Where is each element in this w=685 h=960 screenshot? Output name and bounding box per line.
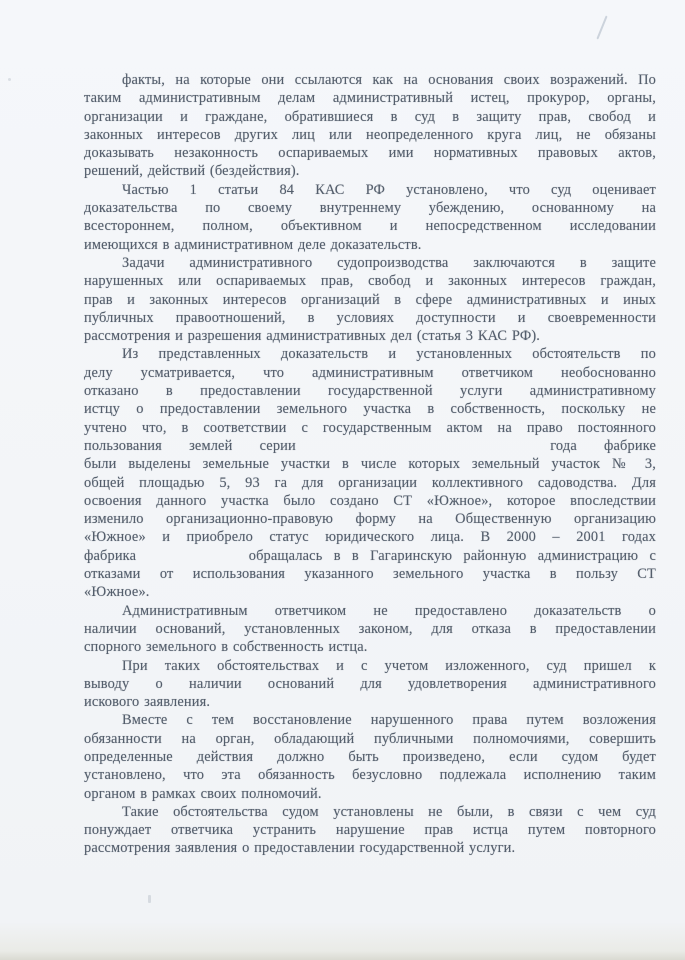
text-line: Вместе с тем восстановление нарушенного права путем возложения [122,712,656,729]
text-line: Такие обстоятельства судом установлены не были, в связи с чем суд [122,803,656,820]
text-line: «Южное». [84,584,150,601]
text-line: освоения данного участка было создано СТ «Южное», которое впоследствии [84,492,656,509]
text-line: Задачи административного судопроизводства заключаются в защите [122,254,656,271]
paragraph [84,657,656,712]
paragraph [84,711,656,802]
paragraph [84,71,656,181]
paragraph [84,345,656,601]
text-line: Из представленных доказательств и установленных обстоятельств по [122,346,656,363]
paragraph [84,602,656,657]
text-line: отказами от использования указанного земельного участка в пользу СТ [84,566,656,583]
text-line [84,437,656,455]
text-line: учтено что, в соответствии с государственным актом на право постоянного [84,419,656,436]
text-line: решений, действий (бездействия). [84,163,300,180]
text-segment: пользования землей серии [84,437,296,454]
ink-smudge [148,895,151,903]
text-line: наличии оснований, установленных законом, для отказа в предоставлении [84,620,656,637]
paragraph [84,803,656,858]
text-line: таким административным делам административный истец, прокурор, органы, [84,90,656,107]
text-line: искового заявления. [84,694,211,711]
text-line: всестороннем, полном, объективном и непосредственном исследовании [84,218,656,235]
text-line [84,547,656,565]
text-line: изменило организационно-правовую форму на Общественную организацию [84,511,656,528]
text-line: спорного земельного в собственность истца. [84,639,368,656]
text-line: рассмотрения заявления о предоставлении государственной услуги. [84,840,516,857]
text-line: выводу о наличии оснований для удовлетворения административного [84,675,656,692]
text-line: публичных правоотношений, в условиях доступности и своевременности [84,309,656,326]
text-line: Частью 1 статьи 84 КАС РФ установлено, что суд оценивает [122,181,656,198]
paragraph [84,181,656,254]
scan-edge-shadow [0,951,685,960]
pen-stroke-icon [596,16,607,40]
text-segment: фабрика [84,547,137,564]
text-line: отказано в предоставлении государственной услуги административному [84,383,656,400]
paragraph [84,254,656,345]
text-line: общей площадью 5, 93 га для организации коллективного садоводства. Для [84,474,656,491]
text-line: законных интересов других лиц или неопределенного круга лиц, не обязаны [84,126,656,143]
document-text [84,71,656,858]
text-line: делу усматривается, что административным ответчиком необоснованно [84,364,656,381]
redacted-gap [147,559,237,560]
text-line: органом в рамках своих полномочий. [84,785,322,802]
text-line: нарушенных или оспариваемых прав, свобод и законных интересов граждан, [84,273,656,290]
text-line: доказывать незаконность оспариваемых ими нормативных правовых актов, [84,145,656,162]
text-line: рассмотрения и разрешения административных дел (статья 3 КАС РФ). [84,328,541,345]
text-line: понуждает ответчика устранить нарушение прав истца путем повторного [84,822,656,839]
text-line: определенные действия должно быть произведено, если судом будет [84,748,656,765]
text-line: были выделены земельные участки в числе которых земельный участок № 3, [84,456,656,473]
text-line: Административным ответчиком не предоставлено доказательств о [122,602,656,619]
text-line: истцу о предоставлении земельного участка в собственность, поскольку не [84,401,656,418]
text-line: установлено, что эта обязанность безусловно подлежала исполнению таким [84,767,656,784]
text-segment: обращалась в в Гагаринскую районную администрацию с [248,547,656,564]
text-line: обязанности на орган, обладающий публичными полномочиями, совершить [84,730,656,747]
scan-speck [8,78,11,81]
text-line: При таких обстоятельствах и с учетом изложенного, суд пришел к [122,657,656,674]
text-line: факты, на которые они ссылаются как на основания своих возражений. По [122,72,656,88]
redacted-gap [323,449,523,450]
text-line: организации и граждане, обратившиеся в суд в защиту прав, свобод и [84,108,656,125]
text-line: «Южное» и приобрело статус юридического лица. В 2000 – 2001 годах [84,529,656,546]
text-line: имеющихся в административном деле доказательств. [84,236,422,253]
text-segment: года фабрике [550,437,657,454]
text-line: прав и законных интересов организаций в сфере административных и иных [84,291,656,308]
text-line: доказательства по своему внутреннему убеждению, основанному на [84,200,656,217]
